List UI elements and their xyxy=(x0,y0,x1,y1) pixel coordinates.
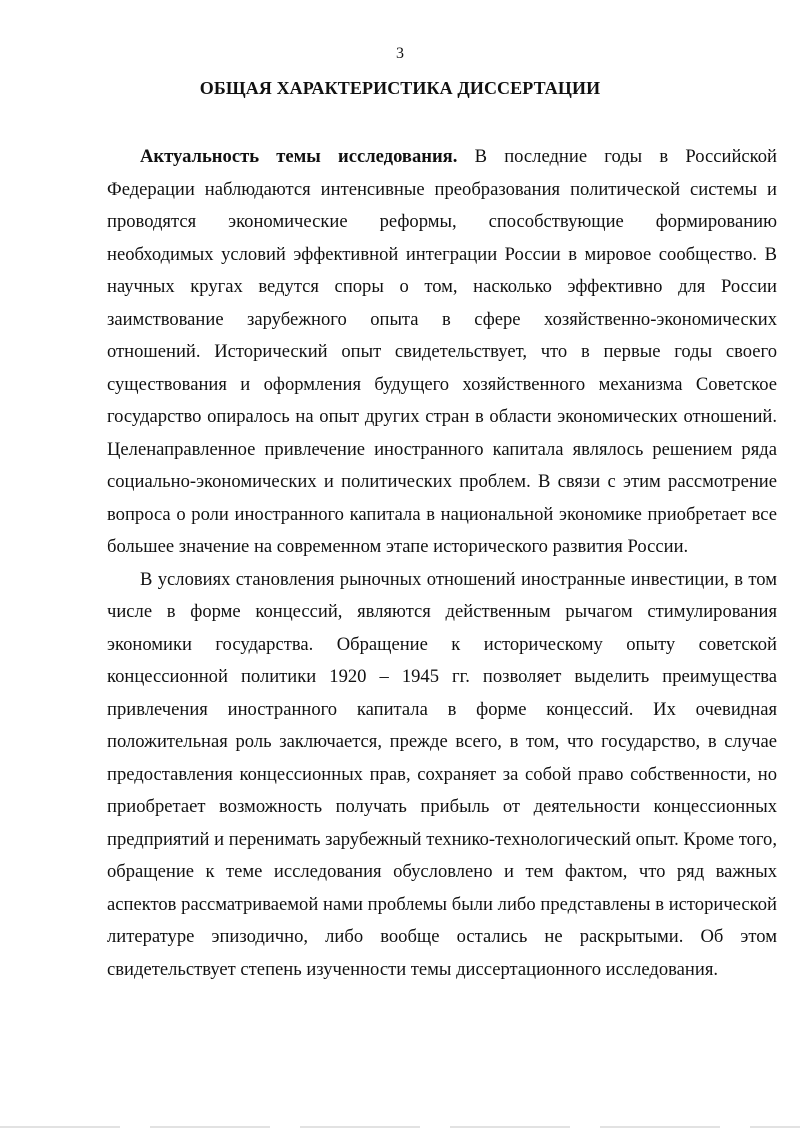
paragraph-text: В последние годы в Российской Федерации наблюдаются интенсивные преобразования политической системы и проводятся экономические реформы, способствующие формированию необходимых условий эффективной интеграции России в мировое сообщество. В научных кругах ведутся споры о том, насколько эффективно для России заимствование зарубежного опыта в сфере хозяйственно-экономических отношений. Исторический опыт свидетельствует, что в первые годы своего существования и оформления будущего хозяйственного механизма Советское государство опиралось на опыт других стран в области экономических отношений. Целенаправленное привлечение иностранного капитала являлось решением ряда социально-экономических и политических проблем. В связи с этим рассмотрение вопроса о роли иностранного капитала в национальной экономике приобретает все большее значение на современном этапе исторического развития России. xyxy=(107,146,777,557)
page-number: 3 xyxy=(396,45,404,62)
paragraph-lead: Актуальность темы исследования. xyxy=(140,146,458,167)
scan-artifact-line xyxy=(0,1126,800,1128)
paragraph-text: В условиях становления рыночных отношений иностранные инвестиции, в том числе в форме концессий, являются действенным рычагом стимулирования экономики государства. Обращение к историческому опыту советской концессионной политики 1920 – 1945 гг. позволяет выделить преимущества привлечения иностранного капитала в форме концессий. Их очевидная положительная роль заключается, прежде всего, в том, что государство, в случае предоставления концессионных прав, сохраняет за собой право собственности, но приобретает возможность получать прибыль от деятельности концессионных предприятий и перенимать зарубежный технико-технологический опыт. Кроме того, обращение к теме исследования обусловлено и тем фактом, что ряд важных аспектов рассматриваемой нами проблемы были либо представлены в исторической литературе эпизодично, либо вообще остались не раскрытыми. Об этом свидетельствует степень изученности темы диссертационного исследования. xyxy=(107,568,777,980)
body-text xyxy=(107,141,777,986)
paragraph-conditions xyxy=(107,564,777,987)
page-title: ОБЩАЯ ХАРАКТЕРИСТИКА ДИССЕРТАЦИИ xyxy=(199,78,601,98)
paragraph-relevance xyxy=(107,141,777,564)
